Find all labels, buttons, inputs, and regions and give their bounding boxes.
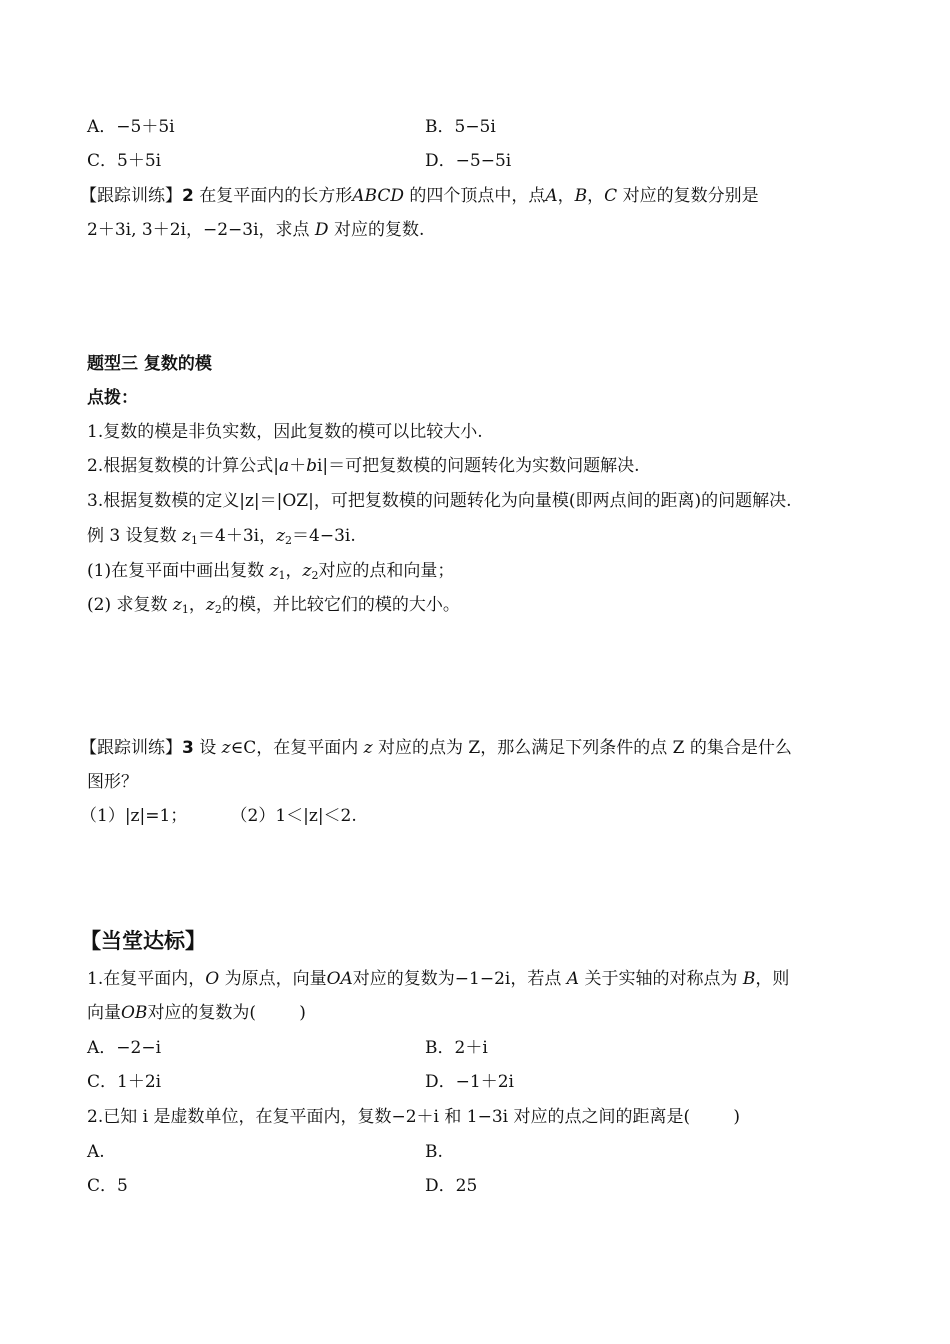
mastery-q1-option-d: D．−1＋2i	[425, 1072, 514, 1092]
option-b: B．5−5i	[425, 117, 496, 137]
mastery-q2-option-c: C．5	[87, 1176, 128, 1196]
mastery-q1-option-b: B．2＋i	[425, 1038, 488, 1058]
example3-intro: 例 3 设复数 $z_1=4+3i$，$z_2=4-3i$.	[87, 526, 356, 547]
mastery-q2-stem: 2.已知 i 是虚数单位，在复平面内，复数−2＋i 和 1−3i 对应的点之间的距离是( )	[87, 1107, 740, 1127]
mastery-q1-line1: 1.在复平面内，O 为原点，向量OA对应的复数为−1−2i，若点 A 关于实轴的对称点为 B，则	[87, 969, 790, 989]
mastery-heading: 【当堂达标】	[80, 929, 206, 953]
option-d: D．−5−5i	[425, 151, 512, 171]
example3-q2: (2) 求复数 $z_1$，$z_2$的模，并比较它们的模的大小。	[87, 595, 460, 616]
option-c: C．5＋5i	[87, 151, 162, 171]
mastery-q1-option-a: A．−2−i	[87, 1038, 162, 1058]
track2-line1: 【跟踪训练】2 在复平面内的长方形ABCD 的四个顶点中，点A，B，C 对应的复数分别是	[80, 186, 759, 206]
mastery-q2-option-a: A.	[87, 1142, 105, 1162]
option-a: A．−5＋5i	[87, 117, 175, 137]
hint-2: 2.根据复数模的计算公式|a＋bi|＝可把复数模的问题转化为实数问题解决.	[87, 456, 640, 476]
track2-line2: 2＋3i, 3＋2i，−2−3i，求点 D 对应的复数.	[87, 220, 425, 240]
mastery-q1-line2: 向量OB对应的复数为( )	[87, 1003, 306, 1023]
hint-1: 1.复数的模是非负实数，因此复数的模可以比较大小.	[87, 422, 483, 442]
track3-line1: 【跟踪训练】3 设 z∈C，在复平面内 z 对应的点为 Z，那么满足下列条件的点 Z 的集合是什么	[80, 738, 792, 758]
section-title: 题型三 复数的模	[87, 354, 212, 374]
track3-line2: 图形？	[87, 772, 138, 792]
hint-label: 点拨：	[87, 388, 138, 408]
mastery-q2-option-b: B.	[425, 1142, 443, 1162]
example3-q1: (1)在复平面中画出复数 $z_1$，$z_2$对应的点和向量；	[87, 561, 455, 582]
mastery-q1-option-c: C．1＋2i	[87, 1072, 162, 1092]
mastery-q2-option-d: D．25	[425, 1176, 478, 1196]
hint-3: 3.根据复数模的定义|z|＝|OZ|，可把复数模的问题转化为向量模(即两点间的距离)的问题解决.	[87, 491, 792, 511]
track3-line3: （1）|z|=1； （2）1＜|z|＜2.	[80, 806, 357, 826]
